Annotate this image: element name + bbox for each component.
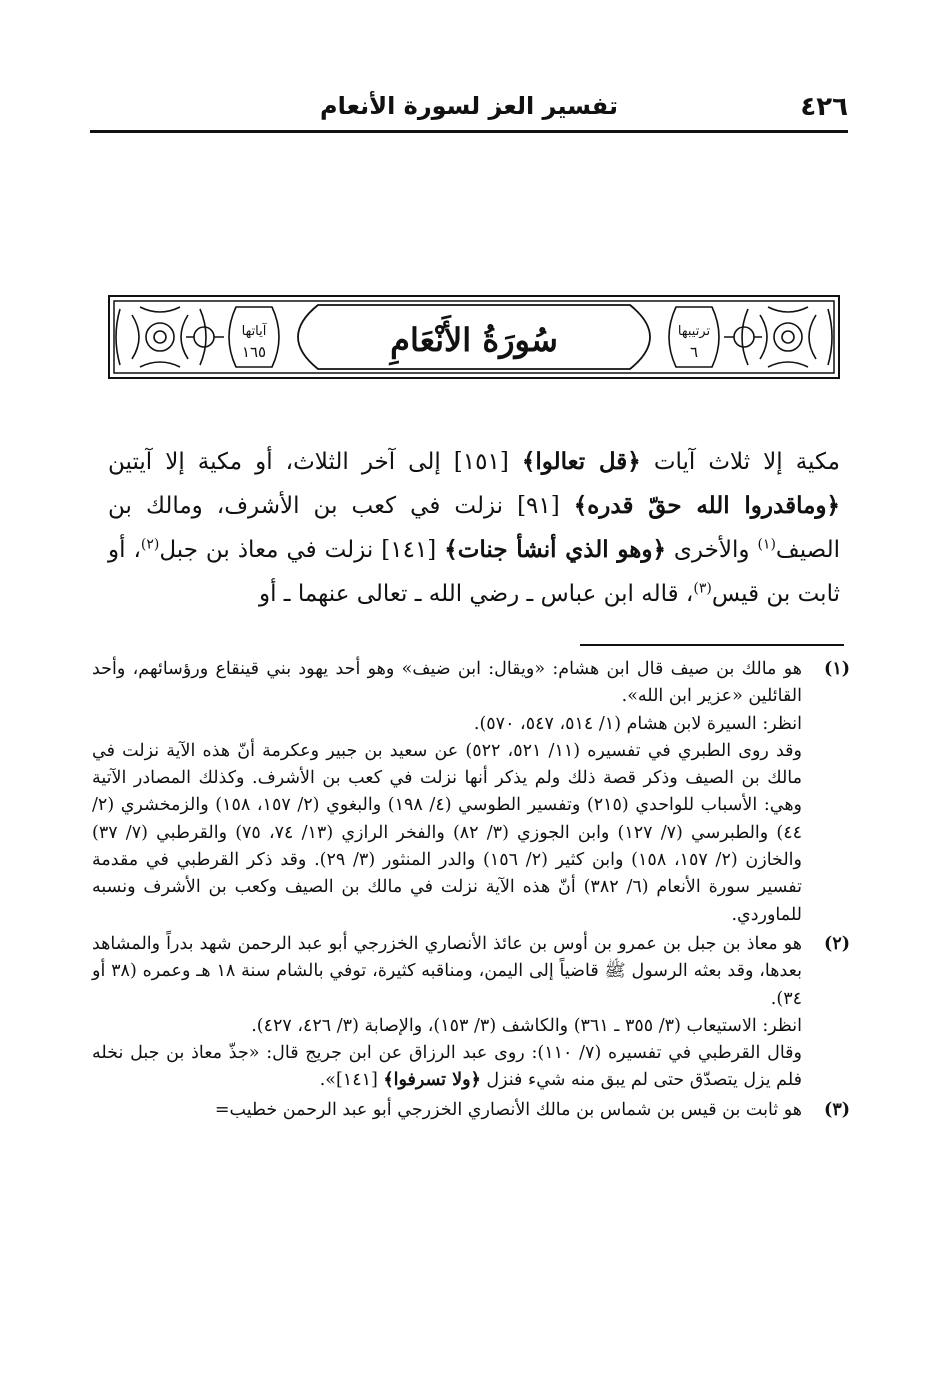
footnote-ref-1[interactable]: (١) xyxy=(757,536,776,553)
verses-value: ١٦٥ xyxy=(241,343,267,361)
footnotes-section xyxy=(92,656,850,1126)
quran-quote: ﴿ولا تسرفوا﴾ xyxy=(383,1070,481,1091)
main-text-segment: [٩١] نزلت في كعب بن الأشرف، ومالك بن الصيف xyxy=(108,493,840,563)
footnote-paragraph: هو مالك بن صيف قال ابن هشام: «ويقال: ابن ضيف» وهو أحد يهود بني قينقاع ورؤسائهم، وأحد القائلين «عزير ابن الله». xyxy=(92,659,802,707)
footnote-2 xyxy=(92,931,850,1095)
surah-title: سُورَةُ الأَنْعَامِ xyxy=(390,321,558,359)
footnote-paragraph xyxy=(92,1040,802,1095)
order-value: ٦ xyxy=(689,343,699,361)
footnote-ref-2[interactable]: (٢) xyxy=(140,536,160,553)
verses-label: آياتها xyxy=(241,324,267,339)
footnote-paragraph: انظر: السيرة لابن هشام (١/ ٥١٤، ٥٤٧، ٥٧٠). xyxy=(473,713,802,734)
main-text-segment: ، أو ثابت بن قيس xyxy=(108,537,840,607)
footnote-number: (٢) xyxy=(824,933,850,954)
surah-banner xyxy=(108,295,840,379)
header-rule xyxy=(90,130,848,133)
main-text-segment: [١٥١] إلى آخر الثلاث، أو مكية إلا آيتين xyxy=(108,449,522,475)
footnote-1 xyxy=(92,656,850,929)
running-title: تفسير العز لسورة الأنعام xyxy=(320,92,618,120)
main-text-paragraph xyxy=(108,440,840,616)
footnote-body xyxy=(92,1097,802,1124)
main-text-segment: والأخرى xyxy=(665,537,758,563)
footnote-ref-3[interactable]: (٣) xyxy=(693,580,712,597)
footnote-paragraph: انظر: الاستيعاب (٣/ ٣٥٥ ـ ٣٦١) والكاشف (٣/ ١٥٣)، والإصابة (٣/ ٤٢٦، ٤٢٧). xyxy=(251,1015,802,1036)
footnote-paragraph: هو ثابت بن قيس بن شماس بن مالك الأنصاري الخزرجي أبو عبد الرحمن خطيب= xyxy=(214,1099,802,1120)
quran-quote: ﴿قل تعالوا﴾ xyxy=(521,448,641,475)
page-number: ٤٢٦ xyxy=(800,92,848,122)
footnote-paragraph: وقد روى الطبري في تفسيره (١١/ ٥٢١، ٥٢٢) عن سعيد بن جبير وعكرمة أنّ هذه الآية نزلت في مالك بن الصيف وذكر قصة ذلك ولم يذكر أنها نزلت في كعب بن الأشرف. وكذلك المصادر الآتية وهي: الأسباب للواحدي (٢١٥) وتفسير الطوسي (٤/ ١٩٨) والبغوي (٢/ ١٥٧، ١٥٨) والزمخشري (٢/ ٤٤) والطبرسي (٧/ ١٢٧) وابن الجوزي (٣/ ٨٢) والفخر الرازي (١٣/ ٧٤، ٧٥) والقرطبي (٧/ ٣٧) والخازن (٢/ ١٥٧، ١٥٨) وابن كثير (٢/ ١٥٦) والدر المنثور (٣/ ٢٩). وقد ذكر القرطبي في مقدمة تفسير سورة الأنعام (٦/ ٣٨٢) أنّ هذه الآية نزلت في مالك بن الصيف وكعب بن الأشرف ونسبه للماوردي. xyxy=(92,740,803,925)
footnote-3 xyxy=(92,1097,850,1124)
footnote-body xyxy=(92,656,802,929)
quran-quote: ﴿وماقدروا الله حقّ قدره﴾ xyxy=(573,492,840,519)
page-header xyxy=(90,92,848,128)
quran-quote: ﴿وهو الذي أنشأ جنات﴾ xyxy=(444,536,666,563)
footnote-body xyxy=(92,931,802,1095)
banner-ornament-frame xyxy=(108,295,840,379)
main-text-segment: ، قاله ابن عباس ـ رضي الله ـ تعالى عنهما ـ أو xyxy=(258,581,694,607)
footnote-text: وقال القرطبي في تفسيره (٧/ ١١٠): روى عبد الرزاق عن ابن جريج قال: «جذّ معاذ بن جبل نخله فلم يزل يتصدّق حتى لم يبق منه شيء فنزل xyxy=(92,1043,802,1091)
footnote-text: [١٤١]». xyxy=(319,1070,384,1091)
footnote-paragraph: هو معاذ بن جبل بن عمرو بن أوس بن عائذ الأنصاري الخزرجي أبو عبد الرحمن شهد بدراً والمشاهد بعدها، وقد بعثه الرسول ﷺ قاضياً إلى اليمن، ومناقبه كثيرة، توفي بالشام سنة ١٨ هـ وعمره (٣٨ أو ٣٤). xyxy=(92,933,802,1009)
footnote-number: (١) xyxy=(824,659,850,679)
main-text-segment: مكية إلا ثلاث آيات xyxy=(640,449,840,475)
footnote-number: (٣) xyxy=(824,1099,850,1120)
footnote-separator xyxy=(580,644,844,646)
order-label: ترتيبها xyxy=(677,324,711,339)
main-text-segment: [١٤١] نزلت في معاذ بن جبل xyxy=(159,537,445,563)
